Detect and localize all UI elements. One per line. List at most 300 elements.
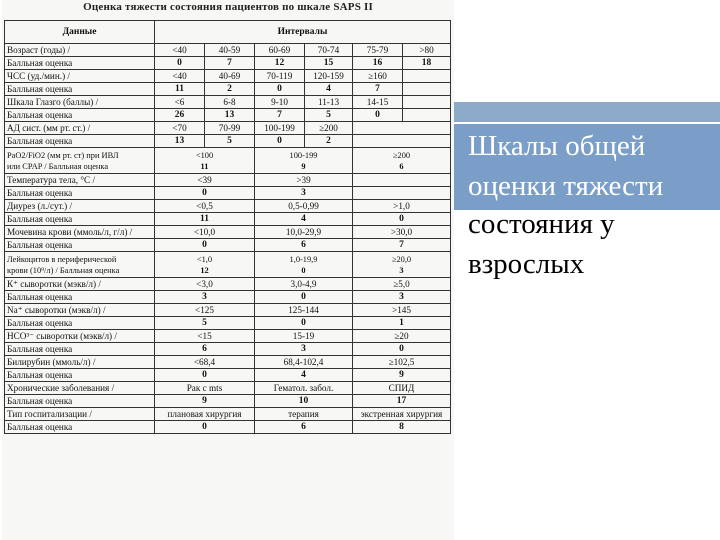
- row-label: [5, 57, 155, 70]
- table-cell: [305, 44, 353, 57]
- cell-value: 6-8: [223, 97, 236, 107]
- table-cell: [353, 122, 451, 135]
- cell-value: 5: [202, 318, 207, 328]
- table-row: [5, 395, 451, 408]
- table-cell: [255, 278, 353, 291]
- table-row: [5, 369, 451, 382]
- row-label-text: НСО³⁻ сыворотки (мэкв/л) /: [7, 331, 117, 341]
- table-cell: [255, 109, 305, 122]
- cell-value: ≥200: [319, 123, 338, 133]
- cell-value: <39: [197, 175, 212, 185]
- table-row: [5, 109, 451, 122]
- table-cell: [155, 369, 255, 382]
- table-cell: [255, 70, 305, 83]
- cell-value: 0: [399, 214, 404, 224]
- table-row: [5, 44, 451, 57]
- cell-value: >80: [419, 45, 434, 55]
- cell-value: 26: [174, 110, 185, 120]
- slide-title-line-2: оценки тяжести: [468, 170, 664, 202]
- table-cell: [353, 330, 451, 343]
- row-label: [5, 304, 155, 317]
- row-label: [5, 330, 155, 343]
- cell-value: 13: [174, 136, 185, 146]
- table-cell: [255, 226, 353, 239]
- row-label: [5, 317, 155, 330]
- table-cell: [255, 343, 353, 356]
- cell-value: 2: [227, 84, 232, 94]
- cell-value: Рак с mts: [186, 383, 223, 393]
- cell-value: 9: [202, 396, 207, 406]
- cell-value: 40-59: [218, 45, 241, 55]
- cell-value: <125: [195, 305, 214, 315]
- cell-value: 16: [372, 58, 383, 68]
- table-body: [5, 44, 451, 434]
- row-label-text: Балльная оценка: [7, 318, 73, 328]
- table-row: [5, 226, 451, 239]
- table-cell: [403, 109, 451, 122]
- cell-value: 3: [301, 188, 306, 198]
- row-label: [5, 252, 155, 278]
- table-cell: [255, 135, 305, 148]
- row-label-text: ЧСС (уд./мин.) /: [7, 71, 70, 81]
- row-label: [5, 135, 155, 148]
- table-cell: [155, 83, 205, 96]
- table-cell: [255, 369, 353, 382]
- table-row: [5, 278, 451, 291]
- cell-score: 12: [200, 265, 209, 275]
- cell-value: 4: [301, 214, 306, 224]
- table-row: [5, 239, 451, 252]
- row-label: [5, 226, 155, 239]
- table-row: [5, 96, 451, 109]
- table-cell: [155, 226, 255, 239]
- table-cell: [353, 148, 451, 174]
- table-cell: [155, 70, 205, 83]
- header-data: Данные: [5, 21, 155, 44]
- cell-value: 60-69: [268, 45, 291, 55]
- cell-value: 100-199: [264, 123, 295, 133]
- table-cell: [353, 83, 403, 96]
- row-label-text: Балльная оценка: [7, 370, 73, 380]
- cell-value: 70-99: [218, 123, 241, 133]
- table-row: [5, 135, 451, 148]
- table-row: [5, 291, 451, 304]
- cell-value: 4: [326, 84, 331, 94]
- table-cell: [353, 304, 451, 317]
- row-label-text: Лейкоцитов в периферической: [7, 254, 117, 264]
- table-cell: [205, 96, 255, 109]
- row-label-text: Температура тела, °С /: [7, 175, 96, 185]
- table-row: [5, 317, 451, 330]
- header-intervals: Интервалы: [155, 21, 451, 44]
- row-label: [5, 44, 155, 57]
- table-cell: [155, 57, 205, 70]
- cell-value: 0: [399, 344, 404, 354]
- table-row: [5, 200, 451, 213]
- row-label-text: Балльная оценка: [7, 344, 73, 354]
- row-label-text: Тип госпитализации /: [7, 409, 92, 419]
- cell-value: СПИД: [388, 383, 415, 393]
- cell-value: 0: [301, 318, 306, 328]
- row-label: [5, 278, 155, 291]
- row-label-text: Na⁺ сыворотки (мэкв/л) /: [7, 305, 106, 315]
- cell-value: <6: [174, 97, 185, 107]
- table-cell: [305, 96, 353, 109]
- cell-value: <100: [195, 150, 214, 160]
- cell-value: >145: [392, 305, 411, 315]
- table-cell: [155, 252, 255, 278]
- row-label: [5, 213, 155, 226]
- table-row: [5, 304, 451, 317]
- cell-value: <1,0: [196, 254, 213, 264]
- table-cell: [255, 356, 353, 369]
- cell-value: 5: [326, 110, 331, 120]
- row-label-text: Диурез (л./сут.) /: [7, 201, 73, 211]
- table-cell: [255, 421, 353, 434]
- table-cell: [305, 122, 353, 135]
- cell-value: 3: [202, 292, 207, 302]
- cell-value: 1: [399, 318, 404, 328]
- saps-ii-scan: [2, 0, 454, 540]
- cell-value: 0: [177, 58, 182, 68]
- row-label: [5, 109, 155, 122]
- cell-value: 3,0-4,9: [290, 279, 317, 289]
- cell-value: 2: [326, 136, 331, 146]
- table-row: [5, 83, 451, 96]
- table-cell: [205, 83, 255, 96]
- cell-value: <40: [172, 71, 187, 81]
- table-row: [5, 343, 451, 356]
- table-cell: [155, 421, 255, 434]
- row-label: [5, 343, 155, 356]
- table-cell: [353, 291, 451, 304]
- table-cell: [305, 57, 353, 70]
- cell-value: 0: [277, 136, 282, 146]
- cell-value: 18: [421, 58, 432, 68]
- table-row: [5, 122, 451, 135]
- table-cell: [255, 200, 353, 213]
- cell-value: >1,0: [393, 201, 410, 211]
- cell-value: 120-159: [313, 71, 344, 81]
- cell-value: 75-79: [366, 45, 389, 55]
- row-label: [5, 83, 155, 96]
- table-cell: [403, 70, 451, 83]
- cell-value: плановая хирургия: [167, 409, 242, 419]
- slide-title-line-1: Шкалы общей: [468, 130, 646, 162]
- cell-value: терапия: [288, 409, 319, 419]
- table-cell: [353, 200, 451, 213]
- table-cell: [155, 96, 205, 109]
- table-cell: [155, 330, 255, 343]
- table-cell: [305, 70, 353, 83]
- cell-value: 17: [396, 396, 407, 406]
- cell-value: 9-10: [271, 97, 288, 107]
- table-cell: [205, 44, 255, 57]
- cell-value: 8: [399, 422, 404, 432]
- table-cell: [205, 70, 255, 83]
- table-row: [5, 356, 451, 369]
- table-cell: [155, 122, 205, 135]
- slide-body-line-1: состояния у: [468, 208, 615, 240]
- cell-value: 70-119: [266, 71, 293, 81]
- cell-value: 0: [277, 84, 282, 94]
- table-cell: [353, 252, 451, 278]
- table-cell: [255, 395, 353, 408]
- cell-value: >39: [296, 175, 311, 185]
- cell-value: 0: [301, 292, 306, 302]
- row-label: [5, 382, 155, 395]
- table-cell: [255, 148, 353, 174]
- cell-value: 40-69: [218, 71, 241, 81]
- table-cell: [403, 96, 451, 109]
- row-label-text: Возраст (годы) /: [7, 45, 71, 55]
- table-cell: [353, 239, 451, 252]
- row-label: [5, 395, 155, 408]
- table-cell: [155, 382, 255, 395]
- cell-value: 3: [399, 292, 404, 302]
- table-cell: [155, 213, 255, 226]
- cell-value: <70: [172, 123, 187, 133]
- table-cell: [205, 135, 255, 148]
- table-cell: [353, 57, 403, 70]
- table-cell: [353, 213, 451, 226]
- table-row: [5, 187, 451, 200]
- row-label-text-2: или CPAP / Балльная оценка: [7, 161, 109, 171]
- cell-value: 5: [227, 136, 232, 146]
- cell-value: ≥102,5: [388, 357, 415, 367]
- row-label-text: Балльная оценка: [7, 84, 73, 94]
- table-cell: [155, 317, 255, 330]
- cell-value: 68,4-102,4: [283, 357, 324, 367]
- table-cell: [155, 395, 255, 408]
- cell-value: 100-199: [289, 150, 318, 160]
- table-cell: [155, 148, 255, 174]
- row-label-text: Хронические заболевания /: [7, 383, 115, 393]
- row-label-text: Шкала Глазго (баллы) /: [7, 97, 99, 107]
- cell-value: 14-15: [366, 97, 389, 107]
- cell-value: 12: [274, 58, 285, 68]
- cell-value: 9: [399, 370, 404, 380]
- table-cell: [155, 187, 255, 200]
- row-label: [5, 187, 155, 200]
- cell-value: Гематол. забол.: [273, 383, 334, 393]
- cell-value: 0: [202, 370, 207, 380]
- table-cell: [305, 83, 353, 96]
- row-label-text-2: крови (10⁹/л) / Балльная оценка: [7, 265, 120, 275]
- table-cell: [155, 239, 255, 252]
- row-label-text: PaO2/FiO2 (мм рт. ст) при ИВЛ: [7, 150, 119, 160]
- saps-ii-table: [4, 20, 451, 434]
- table-cell: [255, 239, 353, 252]
- table-cell: [353, 343, 451, 356]
- table-cell: [255, 213, 353, 226]
- row-label: [5, 408, 155, 421]
- cell-value: 3: [301, 344, 306, 354]
- table-cell: [255, 408, 353, 421]
- table-cell: [205, 109, 255, 122]
- table-cell: [353, 174, 451, 187]
- cell-score: 3: [399, 265, 404, 275]
- table-cell: [255, 122, 305, 135]
- cell-value: 0: [202, 240, 207, 250]
- table-cell: [353, 226, 451, 239]
- table-cell: [255, 330, 353, 343]
- cell-value: ≥20,0: [391, 254, 412, 264]
- cell-value: ≥20: [394, 331, 409, 341]
- cell-value: <68,4: [193, 357, 216, 367]
- table-cell: [255, 174, 353, 187]
- cell-value: 15-19: [292, 331, 315, 341]
- table-cell: [353, 70, 403, 83]
- row-label-text: Балльная оценка: [7, 110, 73, 120]
- table-row: [5, 174, 451, 187]
- cell-value: 6: [301, 240, 306, 250]
- row-label-text: К⁺ сыворотки (мэкв/л) /: [7, 279, 101, 289]
- table-cell: [353, 187, 451, 200]
- cell-value: 11-13: [317, 97, 340, 107]
- table-row: [5, 408, 451, 421]
- table-cell: [255, 187, 353, 200]
- cell-value: <10,0: [193, 227, 216, 237]
- row-label: [5, 239, 155, 252]
- table-row: [5, 148, 451, 174]
- cell-value: 7: [277, 110, 282, 120]
- table-cell: [205, 122, 255, 135]
- table-cell: [255, 382, 353, 395]
- row-label: [5, 291, 155, 304]
- table-cell: [255, 83, 305, 96]
- cell-value: >30,0: [390, 227, 413, 237]
- table-cell: [353, 382, 451, 395]
- table-cell: [255, 317, 353, 330]
- row-label: [5, 148, 155, 174]
- row-label-text: Балльная оценка: [7, 188, 73, 198]
- row-label-text: Билирубин (ммоль/л) /: [7, 357, 96, 367]
- table-cell: [155, 200, 255, 213]
- table-cell: [353, 317, 451, 330]
- row-label: [5, 356, 155, 369]
- row-label-text: Балльная оценка: [7, 214, 73, 224]
- row-label: [5, 96, 155, 109]
- table-cell: [255, 44, 305, 57]
- table-cell: [255, 291, 353, 304]
- row-label: [5, 421, 155, 434]
- cell-value: 4: [301, 370, 306, 380]
- cell-value: <3,0: [196, 279, 213, 289]
- table-cell: [353, 44, 403, 57]
- table-cell: [353, 356, 451, 369]
- table-cell: [305, 135, 353, 148]
- table-cell: [353, 278, 451, 291]
- cell-value: 7: [227, 58, 232, 68]
- cell-value: <40: [172, 45, 187, 55]
- cell-value: 10: [298, 396, 309, 406]
- table-cell: [403, 57, 451, 70]
- cell-score: 6: [399, 161, 404, 171]
- cell-value: ≥5,0: [393, 279, 410, 289]
- row-label: [5, 70, 155, 83]
- row-label-text: АД сист. (мм рт. ст.) /: [7, 123, 91, 133]
- table-cell: [255, 252, 353, 278]
- table-cell: [353, 109, 403, 122]
- table-cell: [353, 421, 451, 434]
- cell-value: 70-74: [317, 45, 340, 55]
- table-cell: [255, 96, 305, 109]
- table-row: [5, 421, 451, 434]
- row-label: [5, 174, 155, 187]
- row-label-text: Балльная оценка: [7, 240, 73, 250]
- cell-value: ≥160: [368, 71, 387, 81]
- table-cell: [255, 304, 353, 317]
- cell-value: 6: [301, 422, 306, 432]
- table-row: [5, 213, 451, 226]
- table-cell: [353, 96, 403, 109]
- cell-value: 11: [200, 214, 209, 224]
- table-row: [5, 57, 451, 70]
- cell-value: 125-144: [288, 305, 319, 315]
- table-cell: [205, 57, 255, 70]
- table-cell: [155, 135, 205, 148]
- cell-value: <0,5: [196, 201, 213, 211]
- table-row: [5, 252, 451, 278]
- table-row: [5, 330, 451, 343]
- cell-value: 6: [202, 344, 207, 354]
- table-cell: [353, 135, 451, 148]
- table-row: [5, 382, 451, 395]
- cell-value: 0: [202, 188, 207, 198]
- cell-value: 11: [175, 84, 184, 94]
- cell-value: 15: [323, 58, 334, 68]
- row-label: [5, 369, 155, 382]
- row-label-text: Балльная оценка: [7, 422, 73, 432]
- table-header-row: [5, 21, 451, 44]
- slide-body-line-2: взрослых: [468, 248, 585, 280]
- table-cell: [155, 343, 255, 356]
- table-cell: [353, 369, 451, 382]
- accent-bar: [454, 102, 720, 122]
- slide-title-box: [454, 124, 720, 210]
- table-cell: [155, 109, 205, 122]
- table-row: [5, 70, 451, 83]
- table-cell: [155, 291, 255, 304]
- cell-value: 1,0-19,9: [289, 254, 318, 264]
- table-cell: [403, 44, 451, 57]
- cell-value: ≥200: [392, 150, 411, 160]
- table-cell: [353, 408, 451, 421]
- table-cell: [155, 356, 255, 369]
- cell-score: 9: [301, 161, 306, 171]
- table-cell: [403, 83, 451, 96]
- row-label-text: Мочевина крови (ммоль/л, г/л) /: [7, 227, 133, 237]
- row-label-text: Балльная оценка: [7, 292, 73, 302]
- table-cell: [255, 57, 305, 70]
- table-cell: [305, 109, 353, 122]
- table-cell: [155, 44, 205, 57]
- slide-subtitle: [468, 204, 615, 284]
- table-cell: [155, 408, 255, 421]
- table-cell: [353, 395, 451, 408]
- cell-value: 7: [399, 240, 404, 250]
- row-label-text: Балльная оценка: [7, 396, 73, 406]
- cell-value: 0,5-0,99: [288, 201, 319, 211]
- cell-value: 7: [375, 84, 380, 94]
- cell-score: 11: [200, 161, 209, 171]
- row-label-text: Балльная оценка: [7, 136, 73, 146]
- row-label: [5, 122, 155, 135]
- table-cell: [155, 278, 255, 291]
- cell-value: экстренная хирургия: [360, 409, 443, 419]
- cell-value: 13: [224, 110, 235, 120]
